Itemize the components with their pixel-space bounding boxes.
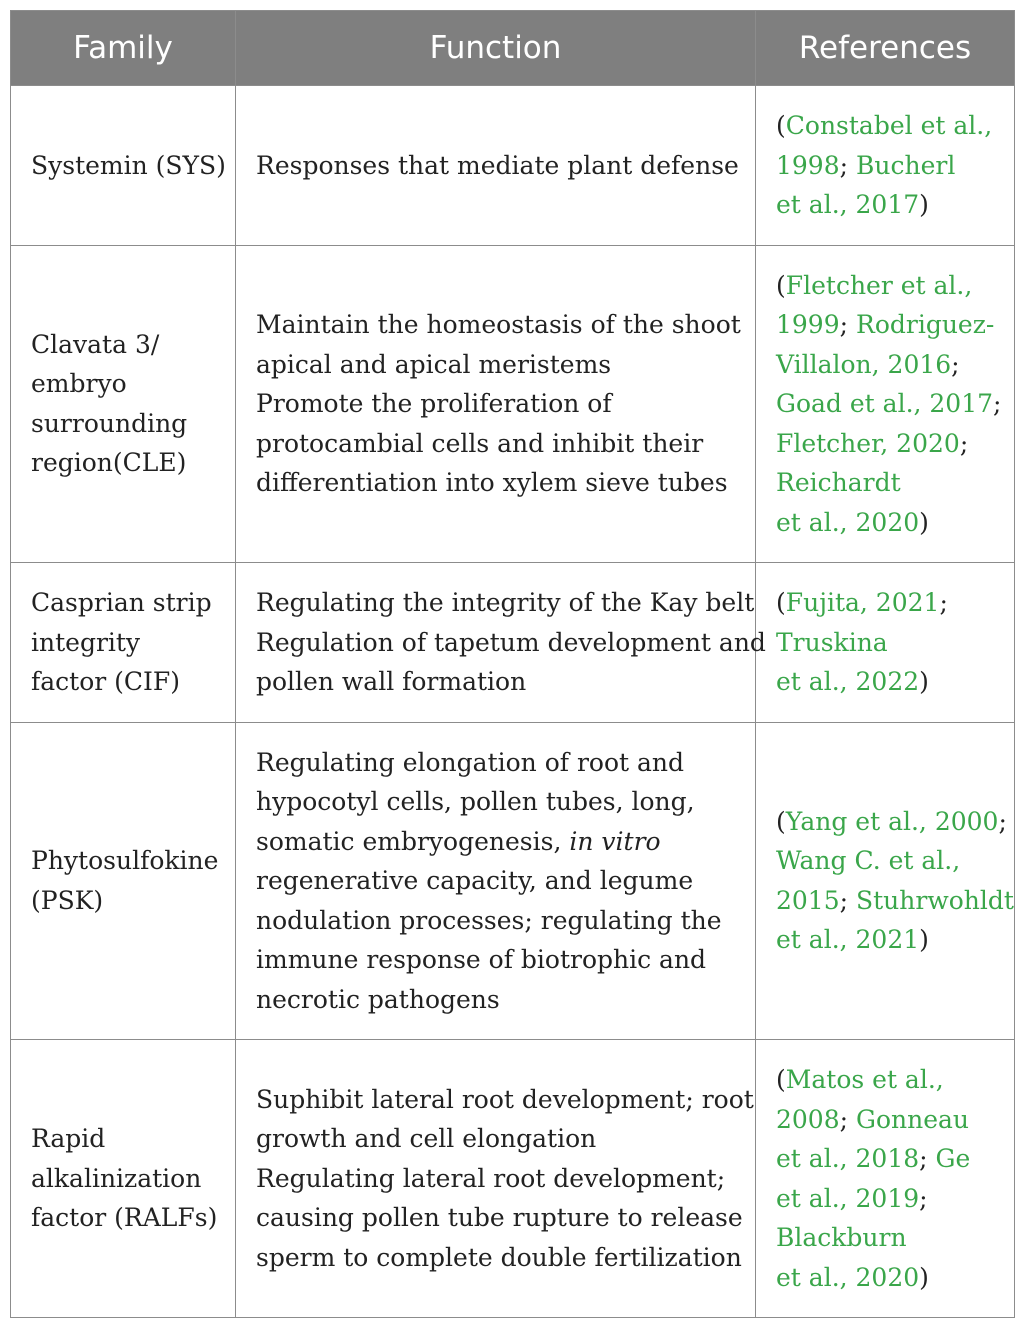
reference-line: [776, 106, 1000, 146]
family-line: Phytosulfokine: [31, 846, 219, 876]
references-cell: [756, 1040, 1015, 1318]
family-line: Systemin (SYS): [31, 150, 226, 180]
citation-link[interactable]: 1998: [776, 150, 840, 180]
header-row: [11, 11, 1015, 86]
header-family: Family: [11, 11, 236, 86]
function-line: hypocotyl cells, pollen tubes, long,: [256, 787, 695, 816]
citation-link[interactable]: Truskina: [776, 627, 888, 657]
reference-line: [776, 1060, 1000, 1100]
citation-punctuation: ;: [959, 428, 969, 458]
function-line: Responses that mediate plant defense: [256, 150, 739, 180]
function-line: Regulating lateral root development;: [256, 1163, 726, 1193]
function-line: regenerative capacity, and legume: [256, 866, 694, 895]
citation-link[interactable]: 1999: [776, 310, 840, 339]
family-cell: [11, 563, 236, 723]
reference-line: [776, 266, 1000, 306]
table-body: [11, 86, 1015, 1318]
citation-punctuation: (: [776, 270, 786, 300]
reference-line: [776, 345, 1000, 385]
reference-line: [776, 185, 1000, 225]
function-line: Suphibit lateral root development; root: [256, 1084, 754, 1114]
reference-line: [776, 1218, 1000, 1258]
citation-punctuation: (: [776, 1065, 786, 1094]
function-cell: [236, 563, 766, 723]
reference-line: [776, 1258, 1000, 1298]
reference-line: [776, 424, 1000, 464]
citation-punctuation: ): [919, 190, 929, 219]
function-line: causing pollen tube rupture to release: [256, 1203, 743, 1233]
citation-link[interactable]: Gonneau: [856, 1104, 970, 1134]
function-line: protocambial cells and inhibit their: [256, 428, 704, 458]
italic-term: in vitro: [569, 826, 661, 856]
function-line: apical and apical meristems: [256, 349, 612, 379]
citation-punctuation: ;: [839, 885, 856, 915]
header-references: References: [756, 11, 1015, 86]
family-cell: [11, 1040, 236, 1318]
citation-punctuation: ;: [993, 389, 1002, 418]
function-line: Regulating the integrity of the Kay belt: [256, 588, 755, 617]
reference-line: [776, 841, 1000, 881]
function-line: Maintain the homeostasis of the shoot: [256, 310, 741, 339]
citation-punctuation: ;: [919, 1183, 928, 1213]
function-line: Promote the proliferation of: [256, 389, 612, 418]
citation-punctuation: (: [776, 111, 786, 140]
citation-link[interactable]: Fletcher et al.,: [785, 270, 973, 300]
table-row: [11, 563, 1015, 723]
reference-line: [776, 662, 1000, 702]
citation-punctuation: ;: [839, 1104, 856, 1134]
citation-link[interactable]: Rodriguez-: [856, 310, 995, 339]
reference-line: [776, 384, 1000, 424]
function-line: necrotic pathogens: [256, 984, 500, 1014]
reference-line: [776, 802, 1007, 842]
citation-link[interactable]: et al., 2021: [776, 925, 920, 955]
reference-line: [776, 305, 1000, 345]
references-cell: [756, 563, 1015, 723]
table-row: [11, 245, 1015, 563]
citation-link[interactable]: Reichardt: [776, 468, 901, 497]
family-line: integrity: [31, 627, 141, 657]
citation-punctuation: ;: [951, 349, 960, 379]
family-line: factor (RALFs): [31, 1203, 218, 1233]
citation-link[interactable]: Villalon, 2016: [776, 349, 952, 379]
family-cell: [11, 722, 236, 1040]
table-row: [11, 1040, 1015, 1318]
family-line: region(CLE): [31, 448, 187, 478]
family-cell: [11, 86, 236, 246]
reference-line: [776, 583, 1000, 623]
citation-punctuation: ;: [839, 310, 856, 339]
function-line: pollen wall formation: [256, 667, 527, 696]
family-line: Clavata 3/: [31, 329, 160, 359]
citation-punctuation: (: [776, 806, 786, 836]
function-line: Regulation of tapetum development and: [256, 627, 766, 657]
family-line: Rapid: [31, 1124, 106, 1154]
references-cell: [756, 722, 1015, 1040]
function-cell: [236, 1040, 756, 1318]
family-line: Casprian strip: [31, 588, 212, 617]
citation-link[interactable]: Goad et al., 2017: [776, 389, 994, 418]
reference-line: [776, 1100, 1000, 1140]
header-function: Function: [236, 11, 756, 86]
citation-link[interactable]: Bucherl: [856, 150, 956, 180]
citation-link[interactable]: Constabel et al.,: [785, 111, 993, 140]
families-table: [10, 10, 1015, 1318]
citation-punctuation: (: [776, 588, 786, 617]
citation-link[interactable]: et al., 2018: [776, 1144, 920, 1173]
citation-link[interactable]: et al., 2022: [776, 667, 920, 696]
reference-line: [776, 1179, 1000, 1219]
reference-line: [776, 1139, 1000, 1179]
function-line: growth and cell elongation: [256, 1124, 597, 1154]
citation-punctuation: ): [919, 667, 929, 696]
reference-line: [776, 881, 1014, 921]
reference-line: [776, 623, 1000, 663]
function-cell: [236, 245, 756, 563]
citation-link[interactable]: 2008: [776, 1104, 840, 1134]
citation-punctuation: ;: [919, 1144, 936, 1173]
family-line: (PSK): [31, 885, 104, 915]
citation-link[interactable]: Matos et al.,: [785, 1065, 944, 1094]
citation-link[interactable]: et al., 2019: [776, 1183, 920, 1213]
citation-link[interactable]: Wang C. et al.,: [776, 846, 961, 876]
family-line: factor (CIF): [31, 667, 181, 696]
citation-punctuation: ;: [839, 150, 856, 180]
citation-link[interactable]: Stuhrwohldt: [856, 885, 1014, 915]
citation-link[interactable]: Blackburn: [776, 1223, 907, 1252]
citation-link[interactable]: et al., 2020: [776, 507, 920, 537]
citation-link[interactable]: Yang et al., 2000: [785, 806, 999, 836]
table-header: [11, 11, 1015, 86]
function-line: [256, 822, 741, 862]
family-line: surrounding: [31, 408, 188, 438]
citation-link[interactable]: et al., 2020: [776, 1262, 920, 1292]
function-line: differentiation into xylem sieve tubes: [256, 468, 728, 497]
citation-punctuation: ): [919, 1262, 929, 1292]
table-row: [11, 86, 1015, 246]
references-cell: [756, 245, 1015, 563]
citation-punctuation: ): [919, 925, 929, 955]
citation-punctuation: ;: [998, 806, 1007, 836]
reference-line: [776, 463, 1000, 503]
table-row: [11, 722, 1015, 1040]
references-cell: [756, 86, 1015, 246]
function-cell: [236, 722, 756, 1040]
citation-link[interactable]: 2015: [776, 885, 840, 915]
function-line: sperm to complete double fertilization: [256, 1242, 742, 1272]
family-line: embryo: [31, 369, 127, 399]
function-line: immune response of biotrophic and: [256, 945, 707, 974]
function-line: Regulating elongation of root and: [256, 747, 685, 777]
citation-punctuation: ): [919, 507, 929, 537]
citation-link[interactable]: Fujita, 2021: [785, 588, 940, 617]
citation-link[interactable]: et al., 2017: [776, 190, 920, 219]
reference-line: [776, 146, 1000, 186]
reference-line: [776, 503, 1000, 543]
family-cell: [11, 245, 236, 563]
reference-line: [776, 920, 1000, 960]
citation-punctuation: ;: [939, 588, 948, 617]
function-line: nodulation processes; regulating the: [256, 905, 722, 935]
function-cell: [236, 86, 756, 246]
family-line: alkalinization: [31, 1163, 202, 1193]
citation-link[interactable]: Ge: [935, 1144, 971, 1173]
function-text: somatic embryogenesis,: [256, 826, 570, 856]
citation-link[interactable]: Fletcher, 2020: [776, 428, 960, 458]
